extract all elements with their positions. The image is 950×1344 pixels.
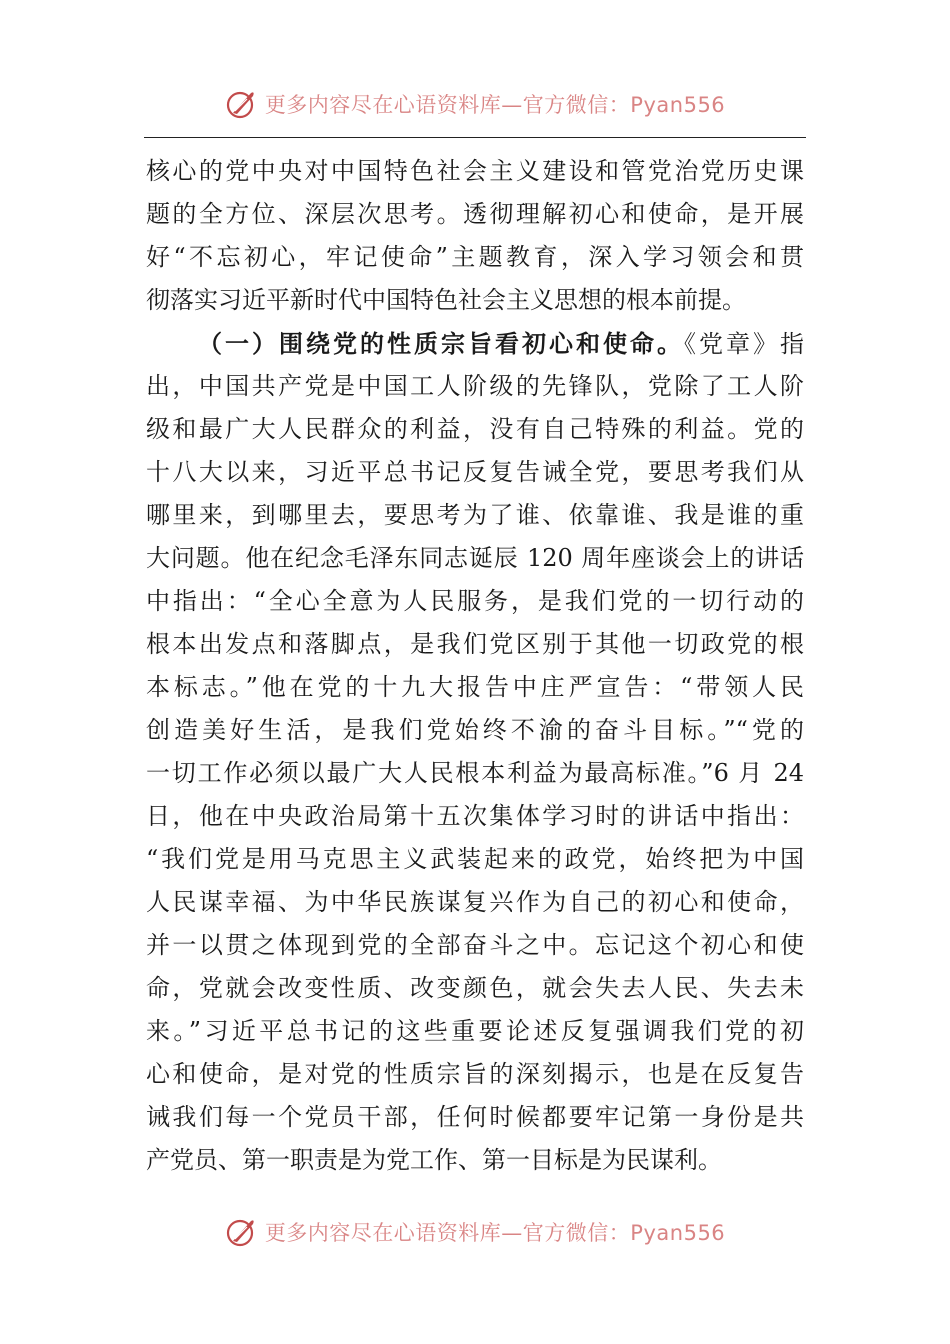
feather-pen-logo-icon [225, 1215, 259, 1249]
text-line: 哪里来，到哪里去，要思考为了谁、依靠谁、我是谁的重 [146, 501, 804, 529]
text-line: 创造美好生活，是我们党始终不渝的奋斗目标。”“党的 [146, 716, 804, 744]
text-line: 命，党就会改变性质、改变颜色，就会失去人民、失去未 [146, 974, 804, 1002]
text-line: 核心的党中央对中国特色社会主义建设和管党治党历史课 [146, 157, 804, 185]
header-rule [144, 137, 806, 138]
watermark-text: 更多内容尽在心语资料库—官方微信：Pyan556 [264, 93, 726, 117]
text-line: 出，中国共产党是中国工人阶级的先锋队，党除了工人阶 [146, 372, 804, 400]
watermark-top [0, 84, 950, 124]
watermark-text: 更多内容尽在心语资料库—官方微信：Pyan556 [264, 1221, 726, 1245]
text-line: 一切工作必须以最广大人民根本利益为最高标准。”6 月 24 [146, 759, 804, 787]
text-line: 日，他在中央政治局第十五次集体学习时的讲话中指出： [146, 802, 804, 830]
text-line: 心和使命，是对党的性质宗旨的深刻揭示，也是在反复告 [146, 1060, 804, 1088]
text-line: 人民谋幸福、为中华民族谋复兴作为自己的初心和使命， [146, 888, 804, 916]
section-first-line-rest: 《党章》指 [684, 330, 804, 358]
text-line: 彻落实习近平新时代中国特色社会主义思想的根本前提。 [146, 286, 746, 314]
document-body [146, 150, 804, 1182]
text-line: 级和最广大人民群众的利益，没有自己特殊的利益。党的 [146, 415, 804, 443]
text-line: 根本出发点和落脚点，是我们党区别于其他一切政党的根 [146, 630, 804, 658]
section-first-line [146, 322, 804, 365]
text-line: 十八大以来，习近平总书记反复告诫全党，要思考我们从 [146, 458, 804, 486]
section-heading: （一）围绕党的性质宗旨看初心和使命。 [198, 329, 684, 358]
text-line: 来。”习近平总书记的这些重要论述反复强调我们党的初 [146, 1017, 804, 1045]
text-line: 题的全方位、深层次思考。透彻理解初心和使命，是开展 [146, 200, 804, 228]
text-line: 诫我们每一个党员干部，任何时候都要牢记第一身份是共 [146, 1103, 804, 1131]
feather-pen-logo-icon [225, 87, 259, 121]
watermark-bottom [0, 1212, 950, 1252]
text-line: “我们党是用马克思主义武装起来的政党，始终把为中国 [146, 845, 804, 873]
text-line: 产党员、第一职责是为党工作、第一目标是为民谋利。 [146, 1146, 722, 1174]
text-line: 好“不忘初心，牢记使命”主题教育，深入学习领会和贯 [146, 243, 804, 271]
text-line: 本标志。”他在党的十九大报告中庄严宣告：“带领人民 [146, 673, 804, 701]
text-line: 大问题。他在纪念毛泽东同志诞辰 120 周年座谈会上的讲话 [146, 544, 804, 572]
text-line: 并一以贯之体现到党的全部奋斗之中。忘记这个初心和使 [146, 931, 804, 959]
text-line: 中指出：“全心全意为人民服务，是我们党的一切行动的 [146, 587, 804, 615]
